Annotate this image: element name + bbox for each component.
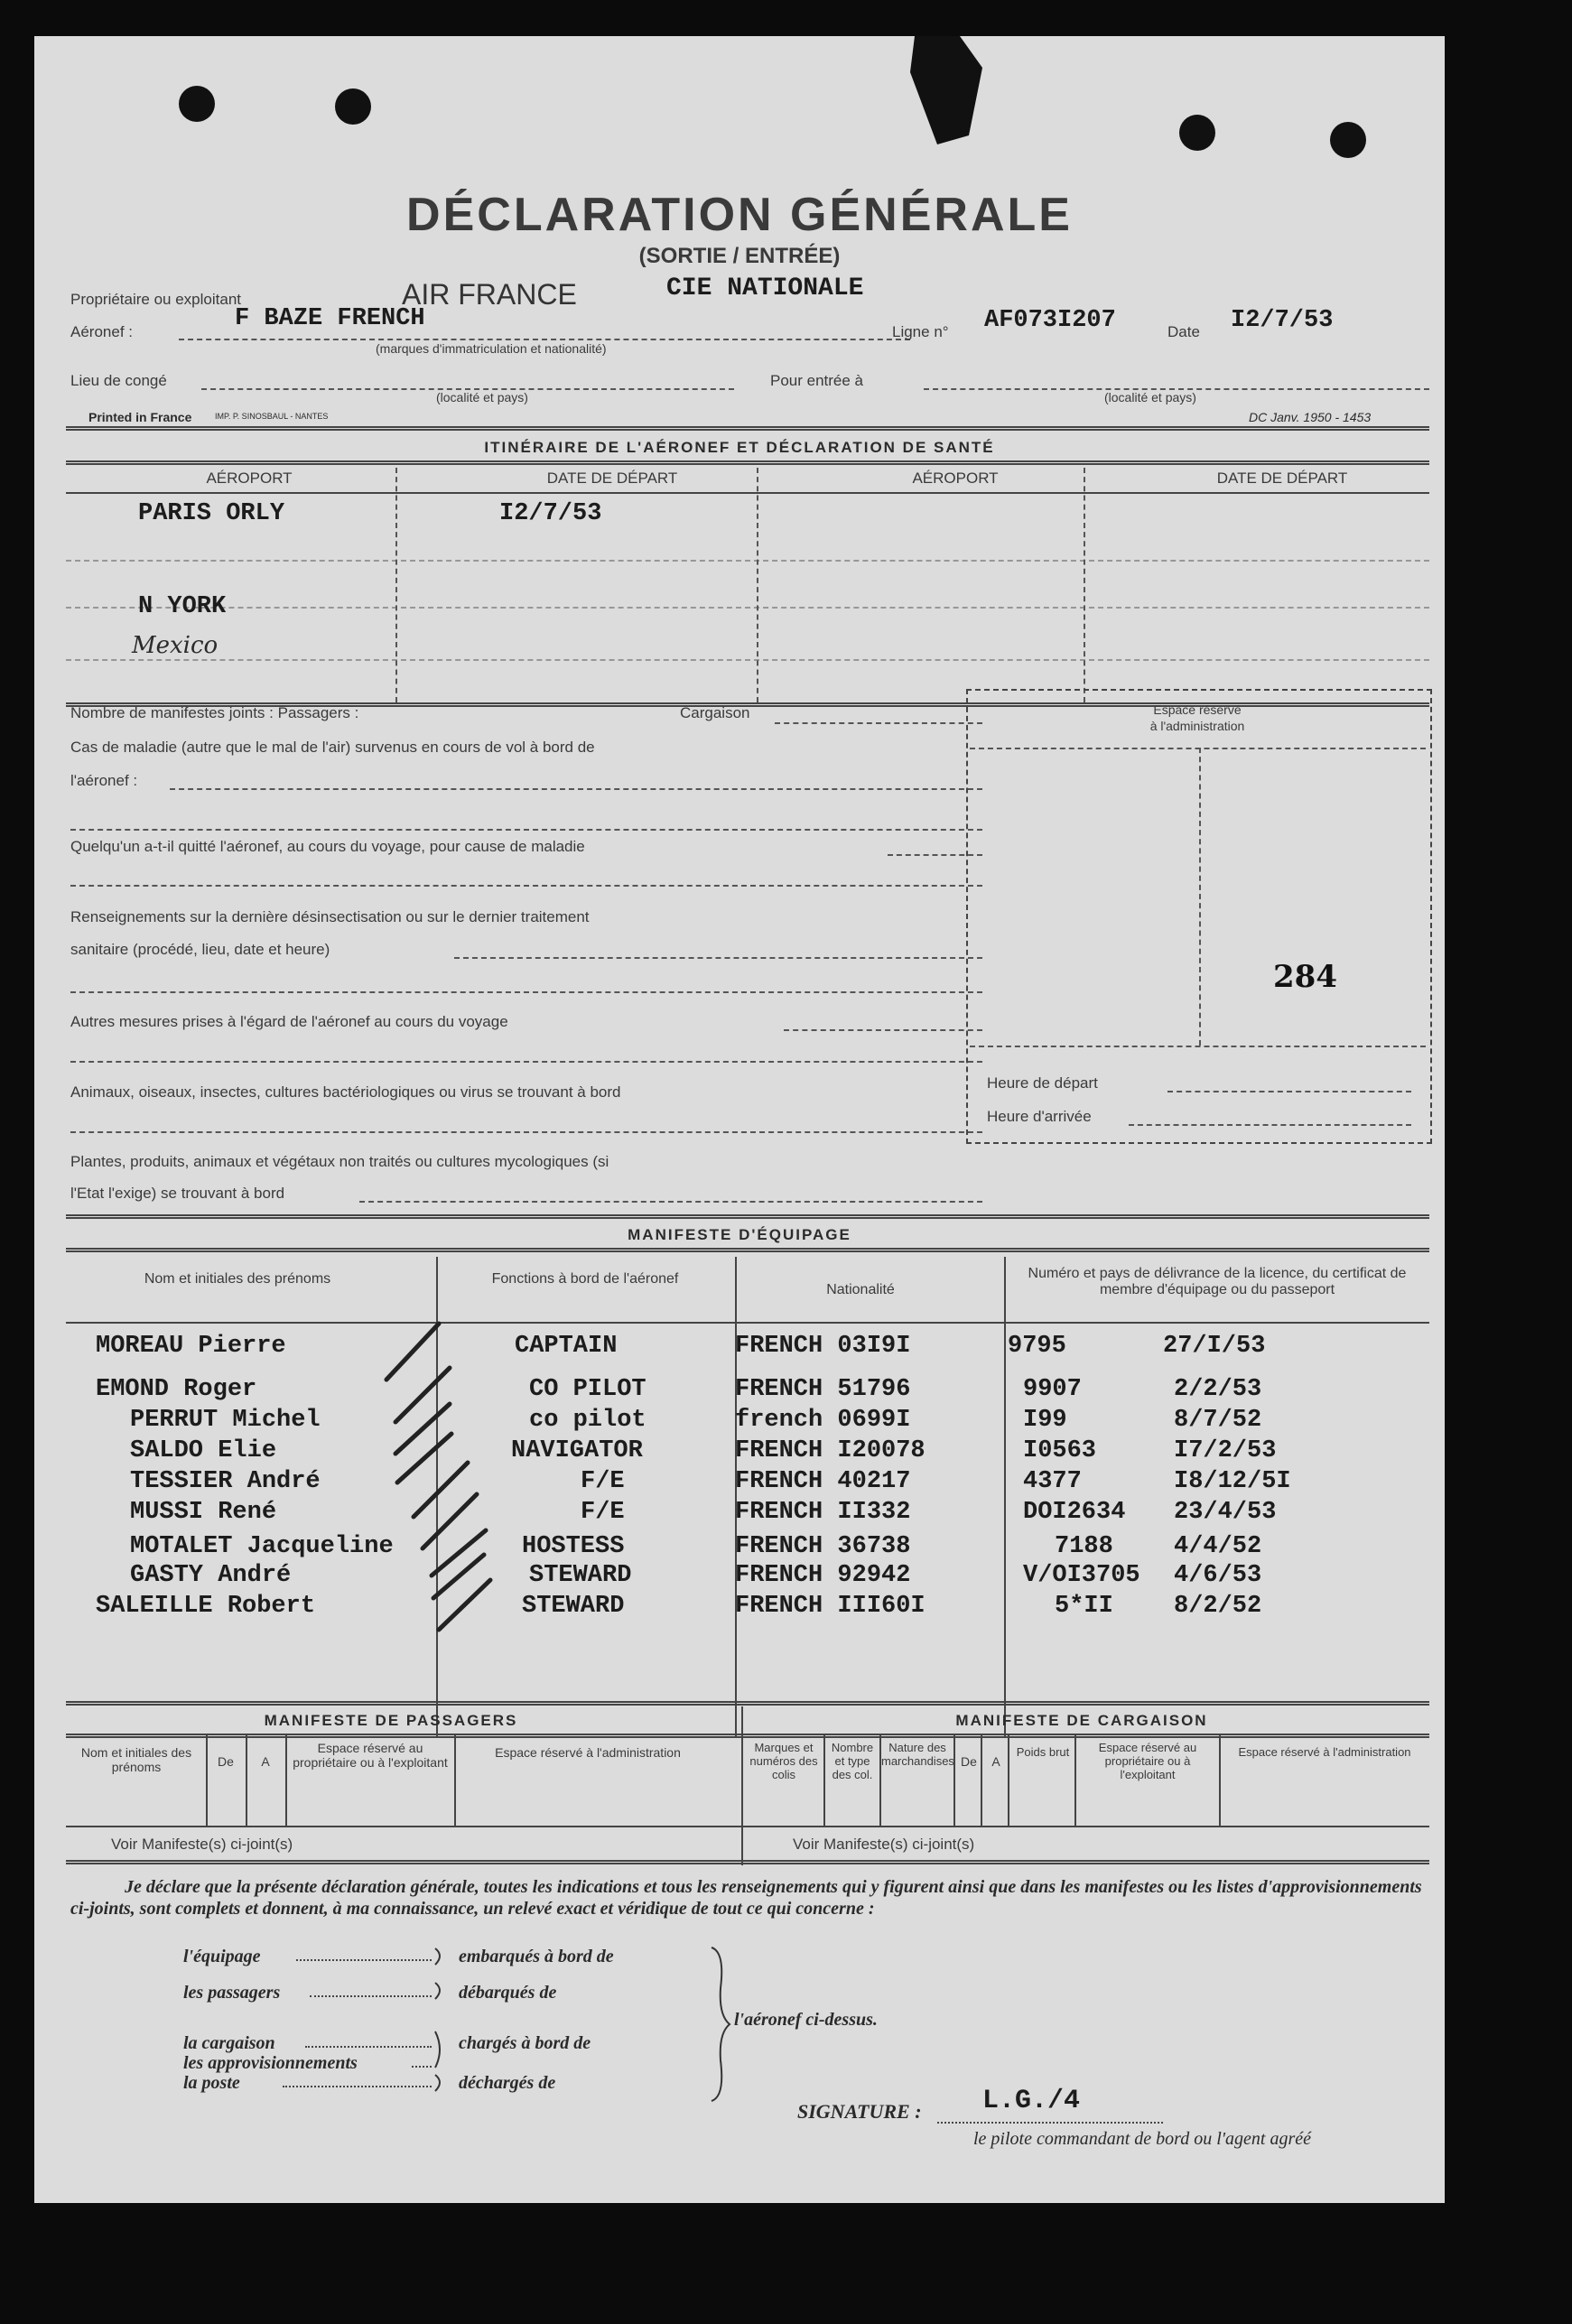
cargo-header-from: De [961,1754,977,1769]
rule [395,468,397,702]
passenger-header-name: Nom et initiales des prénoms [80,1745,192,1774]
torn-corner-mark [874,36,1000,153]
declaration-loaded: chargés à bord de [459,2033,591,2053]
crew-row-licence-number: 9907 [1023,1376,1082,1403]
itinerary-header-airport: AÉROPORT [206,469,293,487]
rule [412,2066,432,2068]
form-code: DC Janv. 1950 - 1453 [1249,410,1372,424]
aircraft-dotted-line [179,339,910,340]
form-subtitle: (SORTIE / ENTRÉE) [638,244,841,268]
printer-small: IMP. P. SINOSBAUL - NANTES [215,412,329,421]
rule [70,1131,982,1133]
rule [359,1201,982,1203]
punch-hole [179,86,215,122]
declaration-embarked: embarqués à bord de [459,1947,614,1966]
rule [879,1735,881,1826]
crew-row-nationality: FRENCH I20078 [735,1437,926,1464]
crew-row-function: co pilot [529,1407,646,1434]
cargo-header-to: A [991,1754,1000,1769]
crew-row-licence-number: 9795 [1008,1333,1066,1360]
separator [66,460,1429,465]
printer-label: Printed in France [88,410,192,424]
crew-header-function: Fonctions à bord de l'aéronef [491,1271,679,1287]
declaration-text: Je déclare que la présente déclaration générale, toutes les indications et tous les renseignements qui y figurent ainsi que dans les manifestes ou les listes d'approvisionnements ci-joints, sont complets et donnent, à ma connaissance, un relevé exact et véridique de tout ce qui concerne : [70,1877,1422,1919]
rule [206,1735,208,1826]
date-label: Date [1167,323,1200,340]
crew-row-licence-date: I7/2/53 [1174,1437,1277,1464]
crew-row-nationality: FRENCH 92942 [735,1562,911,1589]
rule [970,748,1426,749]
crew-row-licence-number: V/OI3705 [1023,1562,1140,1589]
question-disinsection: Renseignements sur la dernière désinsectisation ou sur le dernier traitement [70,908,590,925]
rule [757,468,758,702]
checkmark-strokes [377,1318,522,1679]
crew-row-nationality: FRENCH 40217 [735,1468,911,1495]
declaration-mail: la poste [183,2073,240,2093]
separator [66,426,1429,431]
arrival-time-label: Heure d'arrivée [987,1108,1092,1125]
rule [170,788,982,790]
crew-row-name: SALEILLE Robert [96,1593,316,1620]
question-left-aircraft: Quelqu'un a-t-il quitté l'aéronef, au cours du voyage, pour cause de maladie [70,838,585,855]
crew-row-function: STEWARD [529,1562,632,1589]
curly-brace [702,1943,739,2106]
admin-box-title: Espace réservé [1153,702,1242,717]
punch-hole [1330,122,1366,158]
admin-number: 284 [1273,959,1337,995]
cargo-header-count: Nombre et type des col. [831,1741,874,1781]
declaration-passengers: les passagers [183,1983,281,2003]
punch-hole [335,88,371,125]
rule [1129,1124,1411,1126]
declaration-cargo: la cargaison [183,2033,275,2053]
rule [775,722,982,724]
crew-row-licence-number: I99 [1023,1407,1067,1434]
question-plants-2: l'Etat l'exige) se trouvant à bord [70,1185,285,1202]
rule [784,1029,982,1031]
cargo-manifest-title: MANIFESTE DE CARGAISON [955,1712,1208,1729]
itinerary-airport-2: N YORK [138,593,227,620]
separator [66,1734,1429,1738]
line-label: Ligne n° [892,323,949,340]
separator [66,1701,1429,1706]
crew-row-function: STEWARD [522,1593,625,1620]
separator [66,1214,1429,1219]
itinerary-header-airport-2: AÉROPORT [912,469,999,487]
rule [735,1257,737,1737]
cargo-header-admin: Espace réservé à l'administration [1238,1745,1411,1759]
crew-row-function: NAVIGATOR [511,1437,643,1464]
rule [246,1735,247,1826]
itinerary-airport-1: PARIS ORLY [138,500,285,527]
rule [823,1735,825,1826]
crew-row-nationality: FRENCH III60I [735,1593,926,1620]
question-plants: Plantes, produits, animaux et végétaux non traités ou cultures mycologiques (si [70,1153,609,1170]
rule [66,607,1429,609]
rule [1074,1735,1076,1826]
crew-row-licence-date: 4/4/52 [1174,1533,1262,1560]
admin-box-title-2: à l'administration [1149,719,1245,733]
crew-row-name: PERRUT Michel [130,1407,321,1434]
rule [66,560,1429,562]
crew-row-name: MOTALET Jacqueline [130,1533,394,1560]
crew-row-nationality: french 0699I [735,1407,911,1434]
line-value: AF073I207 [984,307,1116,334]
rule [454,1735,456,1826]
question-disinsection-2: sanitaire (procédé, lieu, date et heure) [70,941,330,958]
aircraft-reference: l'aéronef ci-dessus. [734,2010,878,2030]
crew-row-licence-date: 8/2/52 [1174,1593,1262,1620]
rule [66,659,1429,661]
crew-row-function: HOSTESS [522,1533,625,1560]
signature-value: L.G./4 [982,2086,1081,2116]
passenger-manifest-footer: Voir Manifeste(s) ci-joint(s) [111,1836,293,1853]
passenger-header-to: A [261,1754,270,1769]
form-title: DÉCLARATION GÉNÉRALE [406,189,1073,241]
bracket-marks [430,1941,457,2104]
rule [1167,1091,1411,1092]
conge-note: (localité et pays) [436,390,528,404]
crew-header-licence: Numéro et pays de délivrance de la licence, du certificat de membre d'équipage ou du passeport [1028,1266,1407,1297]
crew-row-name: MUSSI René [130,1499,277,1526]
rule [1199,748,1201,1046]
crew-row-nationality: FRENCH 51796 [735,1376,911,1403]
rule [66,1322,1429,1324]
rule [1004,1257,1006,1737]
rule [70,829,982,831]
passenger-header-operator: Espace réservé au propriétaire ou à l'exploitant [293,1741,448,1770]
owner-value-typed: CIE NATIONALE [666,274,864,302]
declaration-unloaded: déchargés de [459,2073,556,2093]
declaration-supplies: les approvisionnements [183,2053,358,2073]
question-illness: Cas de maladie (autre que le mal de l'air) survenus en cours de vol à bord de [70,739,595,756]
declaration-form-page [34,36,1445,2203]
declaration-crew: l'équipage [183,1947,261,1966]
entry-label: Pour entrée à [770,372,864,389]
itinerary-header-date-2: DATE DE DÉPART [1216,469,1348,487]
itinerary-header-date: DATE DE DÉPART [546,469,678,487]
crew-row-licence-number: 5*II [1055,1593,1113,1620]
crew-row-licence-number: DOI2634 [1023,1499,1126,1526]
crew-row-licence-date: 4/6/53 [1174,1562,1262,1589]
question-illness-2: l'aéronef : [70,772,138,789]
punch-hole [1179,115,1215,151]
rule [1219,1735,1221,1826]
aircraft-note: (marques d'immatriculation et nationalité) [376,341,607,356]
crew-row-name: EMOND Roger [96,1376,257,1403]
rule [285,1735,287,1826]
rule [970,1046,1426,1047]
itinerary-date-1: I2/7/53 [499,500,602,527]
crew-row-name: MOREAU Pierre [96,1333,286,1360]
crew-row-licence-date: 27/I/53 [1163,1333,1266,1360]
crew-row-function: F/E [581,1499,625,1526]
crew-row-nationality: FRENCH 36738 [735,1533,911,1560]
crew-row-name: SALDO Elie [130,1437,277,1464]
cargo-label: Cargaison [680,704,750,721]
aircraft-label: Aéronef : [70,323,133,340]
crew-row-licence-number: 4377 [1023,1468,1082,1495]
crew-row-nationality: FRENCH 03I9I [735,1333,911,1360]
passenger-manifest-title: MANIFESTE DE PASSAGERS [264,1712,518,1729]
crew-header-name: Nom et initiales des prénoms [144,1271,331,1287]
rule [70,1061,982,1063]
crew-row-name: TESSIER André [130,1468,321,1495]
rule [937,2122,1163,2124]
rule [454,957,982,959]
manifests-label: Nombre de manifestes joints : Passagers : [70,704,359,721]
cargo-header-weight: Poids brut [1016,1745,1070,1759]
cargo-header-operator: Espace réservé au propriétaire ou à l'exploitant [1098,1741,1197,1781]
rule [70,991,982,993]
rule [953,1735,955,1826]
passenger-header-admin: Espace réservé à l'administration [495,1745,681,1760]
signatory-label: le pilote commandant de bord ou l'agent agréé [973,2129,1312,2149]
conge-label: Lieu de congé [70,372,167,389]
rule [310,1995,432,1997]
crew-row-function: CO PILOT [529,1376,646,1403]
crew-row-licence-date: 2/2/53 [1174,1376,1262,1403]
rule [1084,468,1085,702]
itinerary-title: ITINÉRAIRE DE L'AÉRONEF ET DÉCLARATION DE SANTÉ [484,439,995,456]
owner-value-printed: AIR FRANCE [402,278,577,311]
crew-row-licence-date: I8/12/5I [1174,1468,1291,1495]
crew-row-nationality: FRENCH II332 [735,1499,911,1526]
cargo-header-nature: Nature des marchandises [881,1741,954,1768]
crew-row-function: F/E [581,1468,625,1495]
rule [981,1735,982,1826]
crew-row-name: GASTY André [130,1562,292,1589]
date-value: I2/7/53 [1231,307,1334,334]
aircraft-value: F BAZE FRENCH [235,305,425,332]
owner-label: Propriétaire ou exploitant [70,291,242,308]
separator [66,1248,1429,1252]
itinerary-airport-3: Mexico [132,632,219,659]
signature-label: SIGNATURE : [797,2100,922,2123]
question-measures: Autres mesures prises à l'égard de l'aéronef au cours du voyage [70,1013,508,1030]
crew-row-function: CAPTAIN [515,1333,618,1360]
crew-title: MANIFESTE D'ÉQUIPAGE [628,1226,851,1243]
departure-time-label: Heure de départ [987,1074,1098,1092]
crew-header-nationality: Nationalité [826,1282,895,1297]
crew-row-licence-date: 8/7/52 [1174,1407,1262,1434]
rule [66,492,1429,494]
separator [66,1860,1429,1864]
entry-note: (localité et pays) [1104,390,1196,404]
rule [296,1959,432,1961]
crew-row-licence-number: 7188 [1055,1533,1113,1560]
cargo-manifest-footer: Voir Manifeste(s) ci-joint(s) [793,1836,975,1853]
declaration-disembarked: débarqués de [459,1983,557,2003]
rule [1008,1735,1009,1826]
rule [70,885,982,887]
passenger-header-from: De [218,1754,234,1769]
rule [283,2086,432,2087]
crew-row-licence-date: 23/4/53 [1174,1499,1277,1526]
question-animals: Animaux, oiseaux, insectes, cultures bactériologiques ou virus se trouvant à bord [70,1083,621,1101]
rule [741,1706,743,1865]
rule [305,2046,432,2048]
cargo-header-marks: Marques et numéros des colis [749,1741,818,1781]
rule [66,1826,1429,1827]
crew-row-licence-number: I0563 [1023,1437,1097,1464]
